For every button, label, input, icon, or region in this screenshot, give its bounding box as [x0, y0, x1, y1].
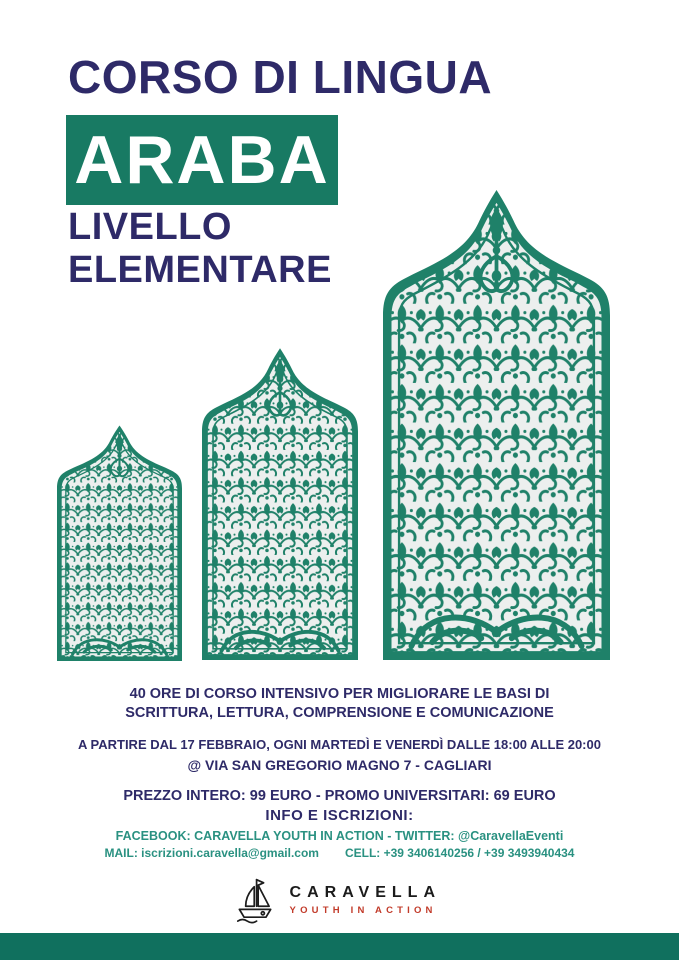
pricing-line: PREZZO INTERO: 99 EURO - PROMO UNIVERSITARI: 69 EURO	[123, 788, 556, 804]
description-line-1: 40 ORE DI CORSO INTENSIVO PER MIGLIORARE LE BASI DI	[129, 686, 550, 702]
caravella-logo	[230, 872, 441, 928]
footer-bar	[0, 933, 679, 960]
arabesque-arch-panel-large	[383, 185, 610, 660]
logo-text	[290, 884, 441, 916]
schedule-line-2: @ VIA SAN GREGORIO MAGNO 7 - CAGLIARI	[187, 757, 492, 773]
schedule-line-1: A PARTIRE DAL 17 FEBBRAIO, OGNI MARTEDÌ E VENERDÌ DALLE 18:00 ALLE 20:00	[78, 737, 601, 752]
arabesque-arch-panel-medium	[202, 345, 358, 660]
mail-cell-row	[0, 846, 679, 860]
araba-banner: ARABA	[66, 115, 338, 205]
mail-line: MAIL: iscrizioni.caravella@gmail.com	[104, 846, 319, 860]
level-line-1: LIVELLO	[68, 206, 232, 248]
logo-name: CARAVELLA	[289, 884, 442, 901]
arabesque-arch-panel-small	[57, 423, 182, 661]
logo-tagline: YOUTH IN ACTION	[289, 905, 437, 916]
cell-line: CELL: +39 3406140256 / +39 3493940434	[344, 846, 575, 860]
sailboat-icon	[230, 872, 280, 928]
facebook-twitter-line: FACEBOOK: CARAVELLA YOUTH IN ACTION - TWITTER: @CaravellaEventi	[115, 829, 564, 843]
description-line-2: SCRITTURA, LETTURA, COMPRENSIONE E COMUNICAZIONE	[125, 705, 554, 721]
poster-title: CORSO DI LINGUA	[68, 51, 493, 103]
level-line-2: ELEMENTARE	[68, 249, 332, 291]
info-label: INFO E ISCRIZIONI:	[265, 807, 414, 824]
